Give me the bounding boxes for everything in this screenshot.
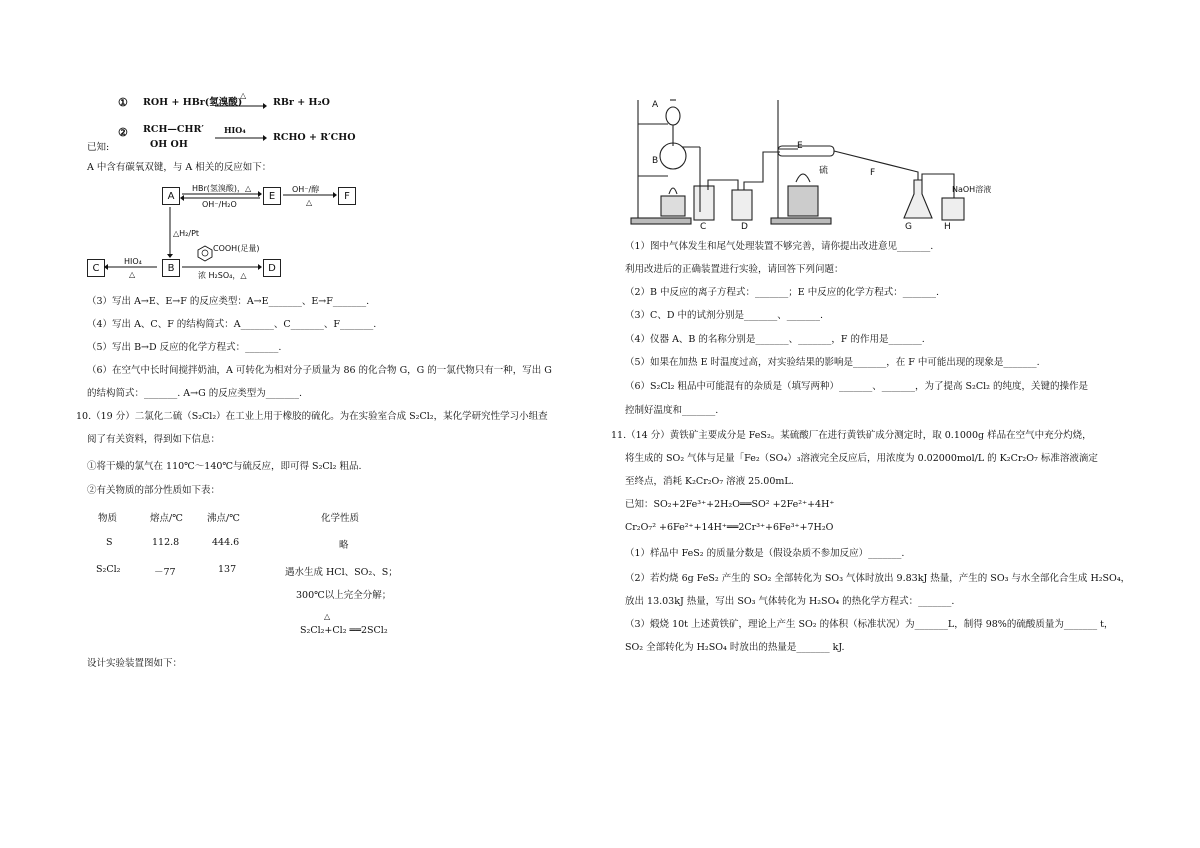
scheme-arrows [0, 0, 400, 300]
reaction-1-number: ① [118, 96, 128, 109]
table-header-melting-point: 熔点/℃ [150, 513, 183, 524]
reaction-1-condition: △ [240, 91, 247, 100]
apparatus-label-naoh: NaOH溶液 [952, 185, 992, 194]
problem-10-line-2: 阅了有关资料，得到如下信息： [87, 434, 221, 445]
reaction-2-condition: HIO₄ [224, 125, 246, 135]
reaction-2-products: RCHO + R′CHO [273, 132, 356, 143]
sub-question-2-line-1: （2）若灼烧 6g FeS₂ 产生的 SO₂ 全部转化为 SO₃ 气体时放出 9.83kJ 热量，产生的 SO₃ 与水全部化合生成 H₂SO₄， [625, 573, 1131, 584]
problem-11-line-1: 11.（14 分）黄铁矿主要成分是 FeS₂。某硫酸厂在进行黄铁矿成分测定时，取 0.1000g 样品在空气中充分灼烧， [611, 430, 1092, 441]
apparatus-label-C: C [700, 222, 707, 232]
table-header-substance: 物质 [98, 513, 118, 524]
question-6-line-2: 的结构简式：_______. A→G 的反应类型为_______. [87, 388, 302, 399]
question-4: （4）写出 A、C、F 的结构简式：A_______、C_______、F_______. [87, 319, 377, 330]
right-question-6-line-2: 控制好温度和_______. [625, 405, 719, 416]
right-question-1: （1）图中气体发生和尾气处理装置不够完善，请你提出改进意见_______. [625, 241, 934, 252]
table-cell-s2cl2-boiling: 137 [218, 564, 237, 575]
right-question-1b: 利用改进后的正确装置进行实验，请回答下列问题： [625, 264, 844, 275]
reaction-2-number: ② [118, 126, 128, 139]
compound-C-box: C [87, 259, 105, 277]
right-question-2: （2）B 中反应的离子方程式：_______；E 中反应的化学方程式：_______. [625, 287, 940, 298]
ae-condition-bottom: OH⁻/H₂O [202, 200, 237, 209]
table-extra-condition: △ [324, 612, 331, 621]
table-header-chemical-property: 化学性质 [321, 513, 360, 524]
ef-condition-top: OH⁻/醇 [292, 185, 320, 194]
sub-question-2-line-2: 放出 13.03kJ 热量，写出 SO₃ 气体转化为 H₂SO₄ 的热化学方程式：_______. [625, 596, 955, 607]
compound-B-box: B [162, 259, 180, 277]
question-5: （5）写出 B→D 反应的化学方程式：_______. [87, 342, 282, 353]
table-header-boiling-point: 沸点/℃ [207, 513, 240, 524]
right-question-4: （4）仪器 A、B 的名称分别是_______、_______，F 的作用是_______. [625, 334, 925, 345]
table-cell-s-boiling: 444.6 [212, 537, 240, 548]
compound-D-box: D [263, 259, 281, 277]
compound-E-box: E [263, 187, 281, 205]
bc-condition-bottom: △ [129, 270, 136, 279]
design-intro: 设计实验装置图如下： [87, 658, 183, 669]
apparatus-label-D: D [741, 222, 748, 232]
bc-condition-top: HIO₄ [124, 257, 142, 266]
reaction-2-reactant-top: RCH—CHR′ [143, 124, 204, 135]
known-equation-2: Cr₂O₇² +6Fe²⁺+14H⁺══2Cr³⁺+6Fe³⁺+7H₂O [625, 522, 834, 533]
apparatus-diagram [628, 94, 968, 232]
apparatus-label-H: H [944, 222, 951, 232]
table-extra-equation: S₂Cl₂+Cl₂ ══2SCl₂ [300, 625, 388, 636]
reaction-1-products: RBr + H₂O [273, 97, 330, 108]
scheme-intro: A 中含有碳氧双键，与 A 相关的反应如下： [87, 162, 272, 173]
problem-11-line-2: 将生成的 SO₂ 气体与足量「Fe₂（SO₄）₃溶液完全反应后，用浓度为 0.02000mol/L 的 K₂Cr₂O₇ 标准溶液滴定 [625, 453, 1098, 464]
table-cell-s-property: 略 [339, 540, 349, 551]
info-item-2: ②有关物质的部分性质如下表： [87, 485, 221, 496]
compound-A-box: A [162, 187, 180, 205]
sub-question-3-line-1: （3）煅烧 10t 上述黄铁矿，理论上产生 SO₂ 的体积（标准状况）为_______L，制得 98%的硫酸质量为_______ t， [625, 619, 1114, 630]
right-question-3: （3）C、D 中的试剂分别是_______、_______. [625, 310, 823, 321]
right-question-6-line-1: （6）S₂Cl₂ 粗品中可能混有的杂质是（填写两种）_______、_______，为了提高 S₂Cl₂ 的纯度，关键的操作是 [625, 381, 1088, 392]
ef-condition-bottom: △ [306, 198, 313, 207]
ae-condition-top: HBr(氢溴酸)，△ [192, 184, 252, 193]
apparatus-label-F: F [870, 168, 876, 178]
sub-question-1: （1）样品中 FeS₂ 的质量分数是（假设杂质不参加反应）_______. [625, 548, 905, 559]
known-equation-1: 已知：SO₂+2Fe³⁺+2H₂O══SO² +2Fe²⁺+4H⁺ [625, 499, 835, 510]
apparatus-label-B: B [652, 156, 659, 166]
reaction-1-reactants: ROH + HBr(氢溴酸) [143, 97, 243, 108]
table-cell-s-melting: 112.8 [152, 537, 180, 548]
problem-10-line-1: 10.（19 分）二氯化二硫（S₂Cl₂）在工业上用于橡胶的硫化。为在实验室合成 S₂Cl₂，某化学研究性学习小组查 [76, 411, 548, 422]
problem-11-line-3: 至终点，消耗 K₂Cr₂O₇ 溶液 25.00mL. [625, 476, 794, 487]
table-cell-s2cl2-property: 遇水生成 HCl、SO₂、S； [285, 567, 398, 578]
sub-question-3-line-2: SO₂ 全部转化为 H₂SO₄ 时放出的热量是_______ kJ. [625, 642, 845, 653]
known-label: 已知: [87, 142, 110, 153]
compound-F-box: F [338, 187, 356, 205]
question-6-line-1: （6）在空气中长时间搅拌奶油，A 可转化为相对分子质量为 86 的化合物 G，G 的一氯代物只有一种，写出 G [87, 365, 552, 376]
question-3: （3）写出 A→E、E→F 的反应类型：A→E_______、E→F_______. [87, 296, 370, 307]
right-question-5: （5）如果在加热 E 时温度过高，对实验结果的影响是_______，在 F 中可能出现的现象是_______. [625, 357, 1040, 368]
bd-condition-bottom: 浓 H₂SO₄，△ [198, 271, 247, 280]
reaction-2-reactant-bottom: OH OH [150, 139, 188, 150]
bd-condition-top: COOH(足量) [213, 244, 260, 253]
apparatus-label-A: A [652, 100, 659, 110]
table-extra-decompose: 300℃以上完全分解； [296, 590, 392, 601]
apparatus-label-E: E [797, 141, 803, 151]
ab-condition: △H₂/Pt [173, 229, 200, 238]
table-cell-s2cl2-melting: －77 [154, 567, 176, 578]
apparatus-label-G: G [905, 222, 912, 232]
apparatus-label-sulfur: 硫 [819, 166, 829, 176]
info-item-1: ①将干燥的氯气在 110℃～140℃与硫反应，即可得 S₂Cl₂ 粗品. [87, 461, 362, 472]
table-cell-s-name: S [106, 537, 113, 548]
table-cell-s2cl2-name: S₂Cl₂ [96, 564, 121, 575]
